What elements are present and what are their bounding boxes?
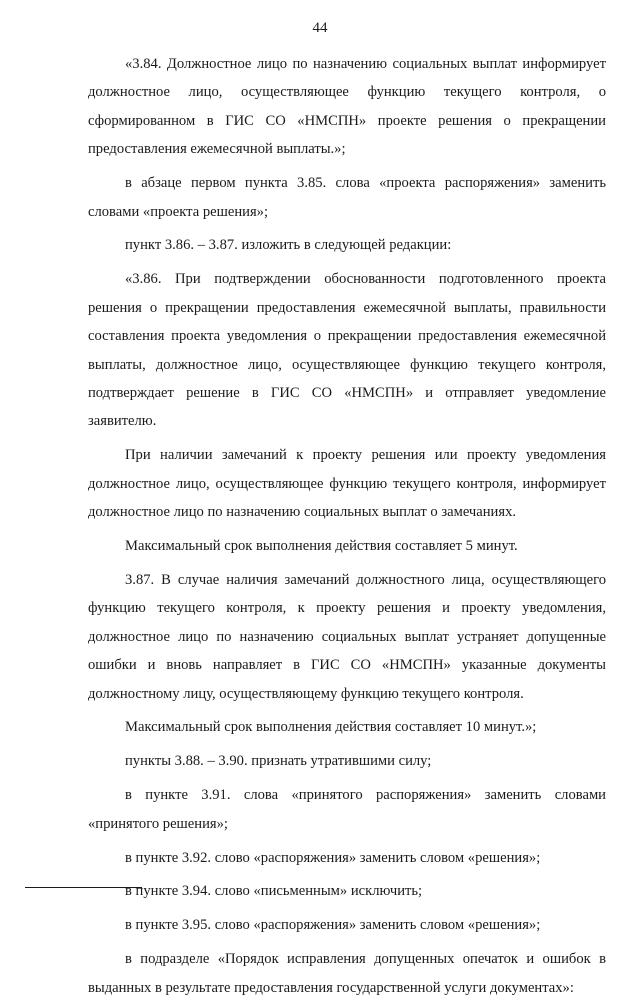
document-body (88, 50, 606, 1008)
paragraph-max-time-5: Максимальный срок выполнения действия составляет 5 минут. (125, 538, 518, 554)
paragraph-3-87: 3.87. В случае наличия замечаний должностного лица, осуществляющего функцию текущего контроля, к проекту решения и проекту уведомления, должностное лицо по назначению социальных выплат устраняет допущенные ошибки и вновь направляет в ГИС СО «НМСПН» указанные документы должностному лицу, осуществляющему функцию текущего контроля. (88, 571, 606, 702)
paragraph-subsection-corrections: в подразделе «Порядок исправления допущенных опечаток и ошибок в выданных в результате предоставления государственной услуги документах»: (88, 951, 606, 996)
paragraph-3-84: «3.84. Должностное лицо по назначению социальных выплат информирует должностное лицо, осуществляющее функцию текущего контроля, о сформированном в ГИС СО «НМСПН» проекте решения о прекращении предоставления ежемесячной выплаты.»; (88, 56, 606, 158)
page-number: 44 (312, 20, 328, 36)
paragraph-amend-3-91: в пункте 3.91. слова «принятого распоряжения» заменить словами «принятого решения»; (88, 787, 606, 832)
paragraph-amend-3-94: в пункте 3.94. слово «письменным» исключить; (125, 883, 423, 900)
paragraph-restate-3-86-3-87: пункт 3.86. – 3.87. изложить в следующей редакции: (125, 237, 452, 254)
paragraph-amend-3-95: в пункте 3.95. слово «распоряжения» заменить словом «решения»; (125, 917, 541, 934)
paragraph-remarks: При наличии замечаний к проекту решения или проекту уведомления должностное лицо, осуществляющее функцию текущего контроля, информирует должностное лицо по назначению социальных выплат о замечаниях. (88, 447, 606, 521)
paragraph-amend-3-92: в пункте 3.92. слово «распоряжения» заменить словом «решения»; (125, 849, 541, 866)
paragraph-max-time-10: Максимальный срок выполнения действия составляет 10 минут.»; (125, 719, 537, 736)
paragraph-amend-3-85: в абзаце первом пункта 3.85. слова «проекта распоряжения» заменить словами «проекта решения»; (88, 175, 606, 220)
footnote-separator-line (25, 887, 142, 888)
paragraph-3-88-3-90-void: пункты 3.88. – 3.90. признать утратившими силу; (125, 753, 432, 770)
paragraph-3-86: «3.86. При подтверждении обоснованности подготовленного проекта решения о прекращении предоставления ежемесячной выплаты, правильности составления проекта уведомления о прекращении предоставления ежемесячной выплаты, должностное лицо, осуществляющее функцию текущего контроля, подтверждает решение в ГИС СО «НМСПН» и отправляет уведомление заявителю. (88, 271, 606, 430)
